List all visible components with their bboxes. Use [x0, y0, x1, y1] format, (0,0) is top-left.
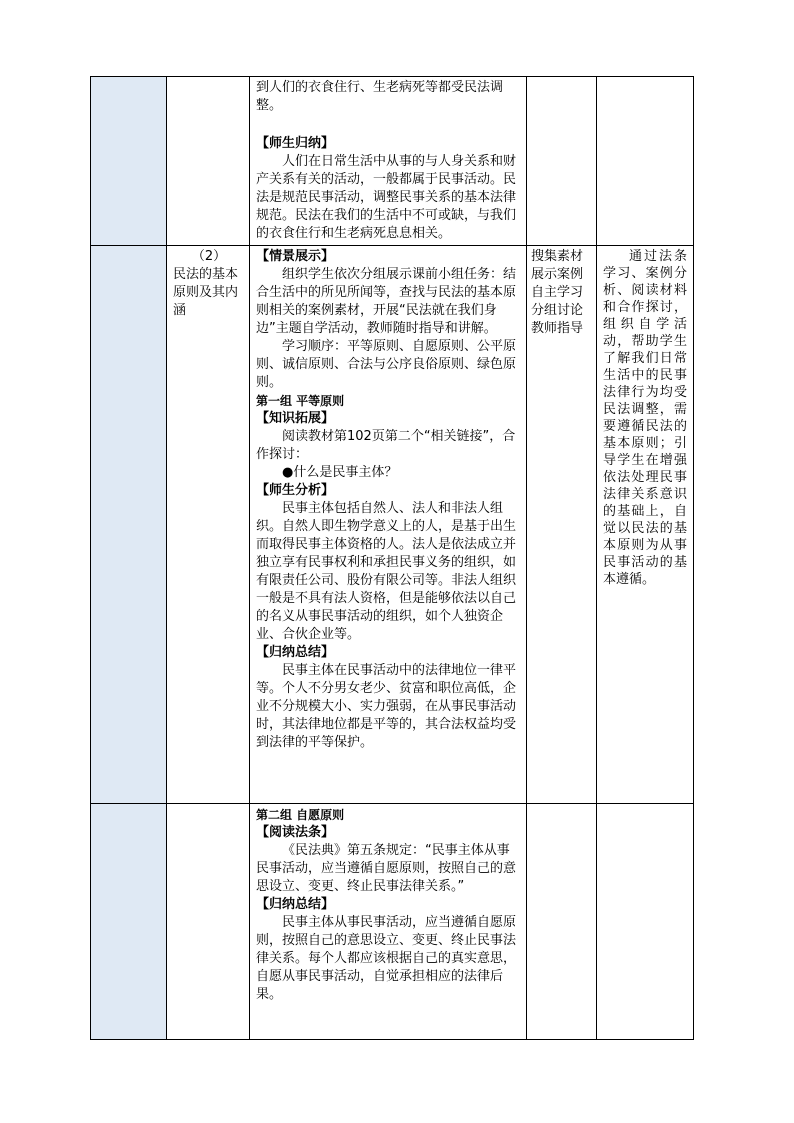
group-heading: 第二组 自愿原则 [256, 808, 345, 822]
teaching-method-text: 搜集素材展示案例自主学习分组讨论教师指导 [531, 249, 584, 336]
content-cell [250, 804, 527, 1040]
table-row [91, 246, 694, 804]
content-cell [250, 77, 527, 246]
spacer [256, 115, 520, 135]
paragraph: 民事主体在民事活动中的法律地位一律平等。个人不分男女老少、贫富和职位高低，企业不分规模大小、实力强弱，在从事民事活动时，其法律地位都是平等的，其合法权益均受到法律的平等保护。 [256, 663, 517, 750]
paragraph: 组织学生依次分组展示课前小组任务：结合生活中的所见所闻等，查找与民法的基本原则相关的案例素材，开展“民法就在我们身边”主题自学活动，教师随时指导和讲解。 [256, 267, 517, 336]
section-tag: 【阅读法条】 [256, 825, 335, 840]
paragraph: 民事主体包括自然人、法人和非法人组织。自然人即生物学意义上的人，是基于出生而取得民事主体资格的人。法人是依法成立并独立享有民事权利和承担民事义务的组织，如有限责任公司、股份有限公司等。非法人组织一般是不具有法人资格，但是能够依法以自己的名义从事民事活动的组织，如个人独资企业、合伙企业等。 [256, 501, 517, 642]
table-row [91, 77, 694, 246]
topic-cell [167, 77, 250, 246]
lesson-plan-table [90, 76, 694, 1040]
goal-cell [597, 246, 694, 804]
paragraph: 《民法典》第五条规定：“民事主体从事民事活动，应当遵循自愿原则，按照自己的意思设立、变更、终止民事法律关系。” [256, 843, 517, 894]
section-column-cell [91, 804, 167, 1040]
topic-cell [167, 246, 250, 804]
section-tag: 【师生分析】 [256, 483, 335, 498]
paragraph: 人们在日常生活中从事的与人身关系和财产关系有关的活动，一般都属于民事活动。民法是规范民事活动，调整民事关系的基本法律规范。民法在我们的生活中不可或缺，与我们的衣食住行和生老病死息息相关。 [256, 154, 517, 241]
section-tag: 【情景展示】 [256, 249, 335, 264]
content-cell [250, 246, 527, 804]
table-row [91, 804, 694, 1040]
content-block [250, 246, 526, 754]
group-heading: 第一组 平等原则 [256, 394, 345, 408]
goal-cell [597, 804, 694, 1040]
method-cell [527, 246, 597, 804]
section-tag: 【归纳总结】 [256, 897, 335, 912]
section-column-cell [91, 77, 167, 246]
teaching-goal-text: 通过法条学习、案例分析、阅读材料和合作探讨，组织自学活动，帮助学生了解我们日常生活中的民事法律行为均受民法调整，需要遵循民法的基本原则；引导学生在增强依法处理民事法律关系意识的基础上，自觉以民法的基本原则为从事民事活动的基本遵循。 [603, 249, 687, 587]
section-tag: 【归纳总结】 [256, 645, 335, 660]
goal-cell [597, 77, 694, 246]
section-tag: 【知识拓展】 [256, 411, 335, 426]
method-cell [527, 804, 597, 1040]
paragraph: 民事主体从事民事活动，应当遵循自愿原则，按照自己的意思设立、变更、终止民事法律关系。每个人都应该根据自己的真实意思，自愿从事民事活动，自觉承担相应的法律后果。 [256, 915, 517, 1002]
paragraph: 到人们的衣食住行、生老病死等都受民法调整。 [256, 80, 504, 113]
topic-cell [167, 804, 250, 1040]
paragraph: ●什么是民事主体？ [282, 465, 398, 480]
paragraph: 学习顺序：平等原则、自愿原则、公平原则、诚信原则、合法与公序良俗原则、绿色原则。 [256, 339, 517, 390]
content-block [250, 804, 526, 1006]
topic-number: （2） [191, 249, 227, 264]
section-tag: 【师生归纳】 [256, 136, 335, 151]
method-cell [527, 77, 597, 246]
content-block [250, 77, 526, 245]
topic-title: 民法的基本原则及其内涵 [173, 267, 239, 318]
section-column-cell [91, 246, 167, 804]
paragraph: 阅读教材第102页第二个“相关链接”，合作探讨： [256, 429, 516, 462]
